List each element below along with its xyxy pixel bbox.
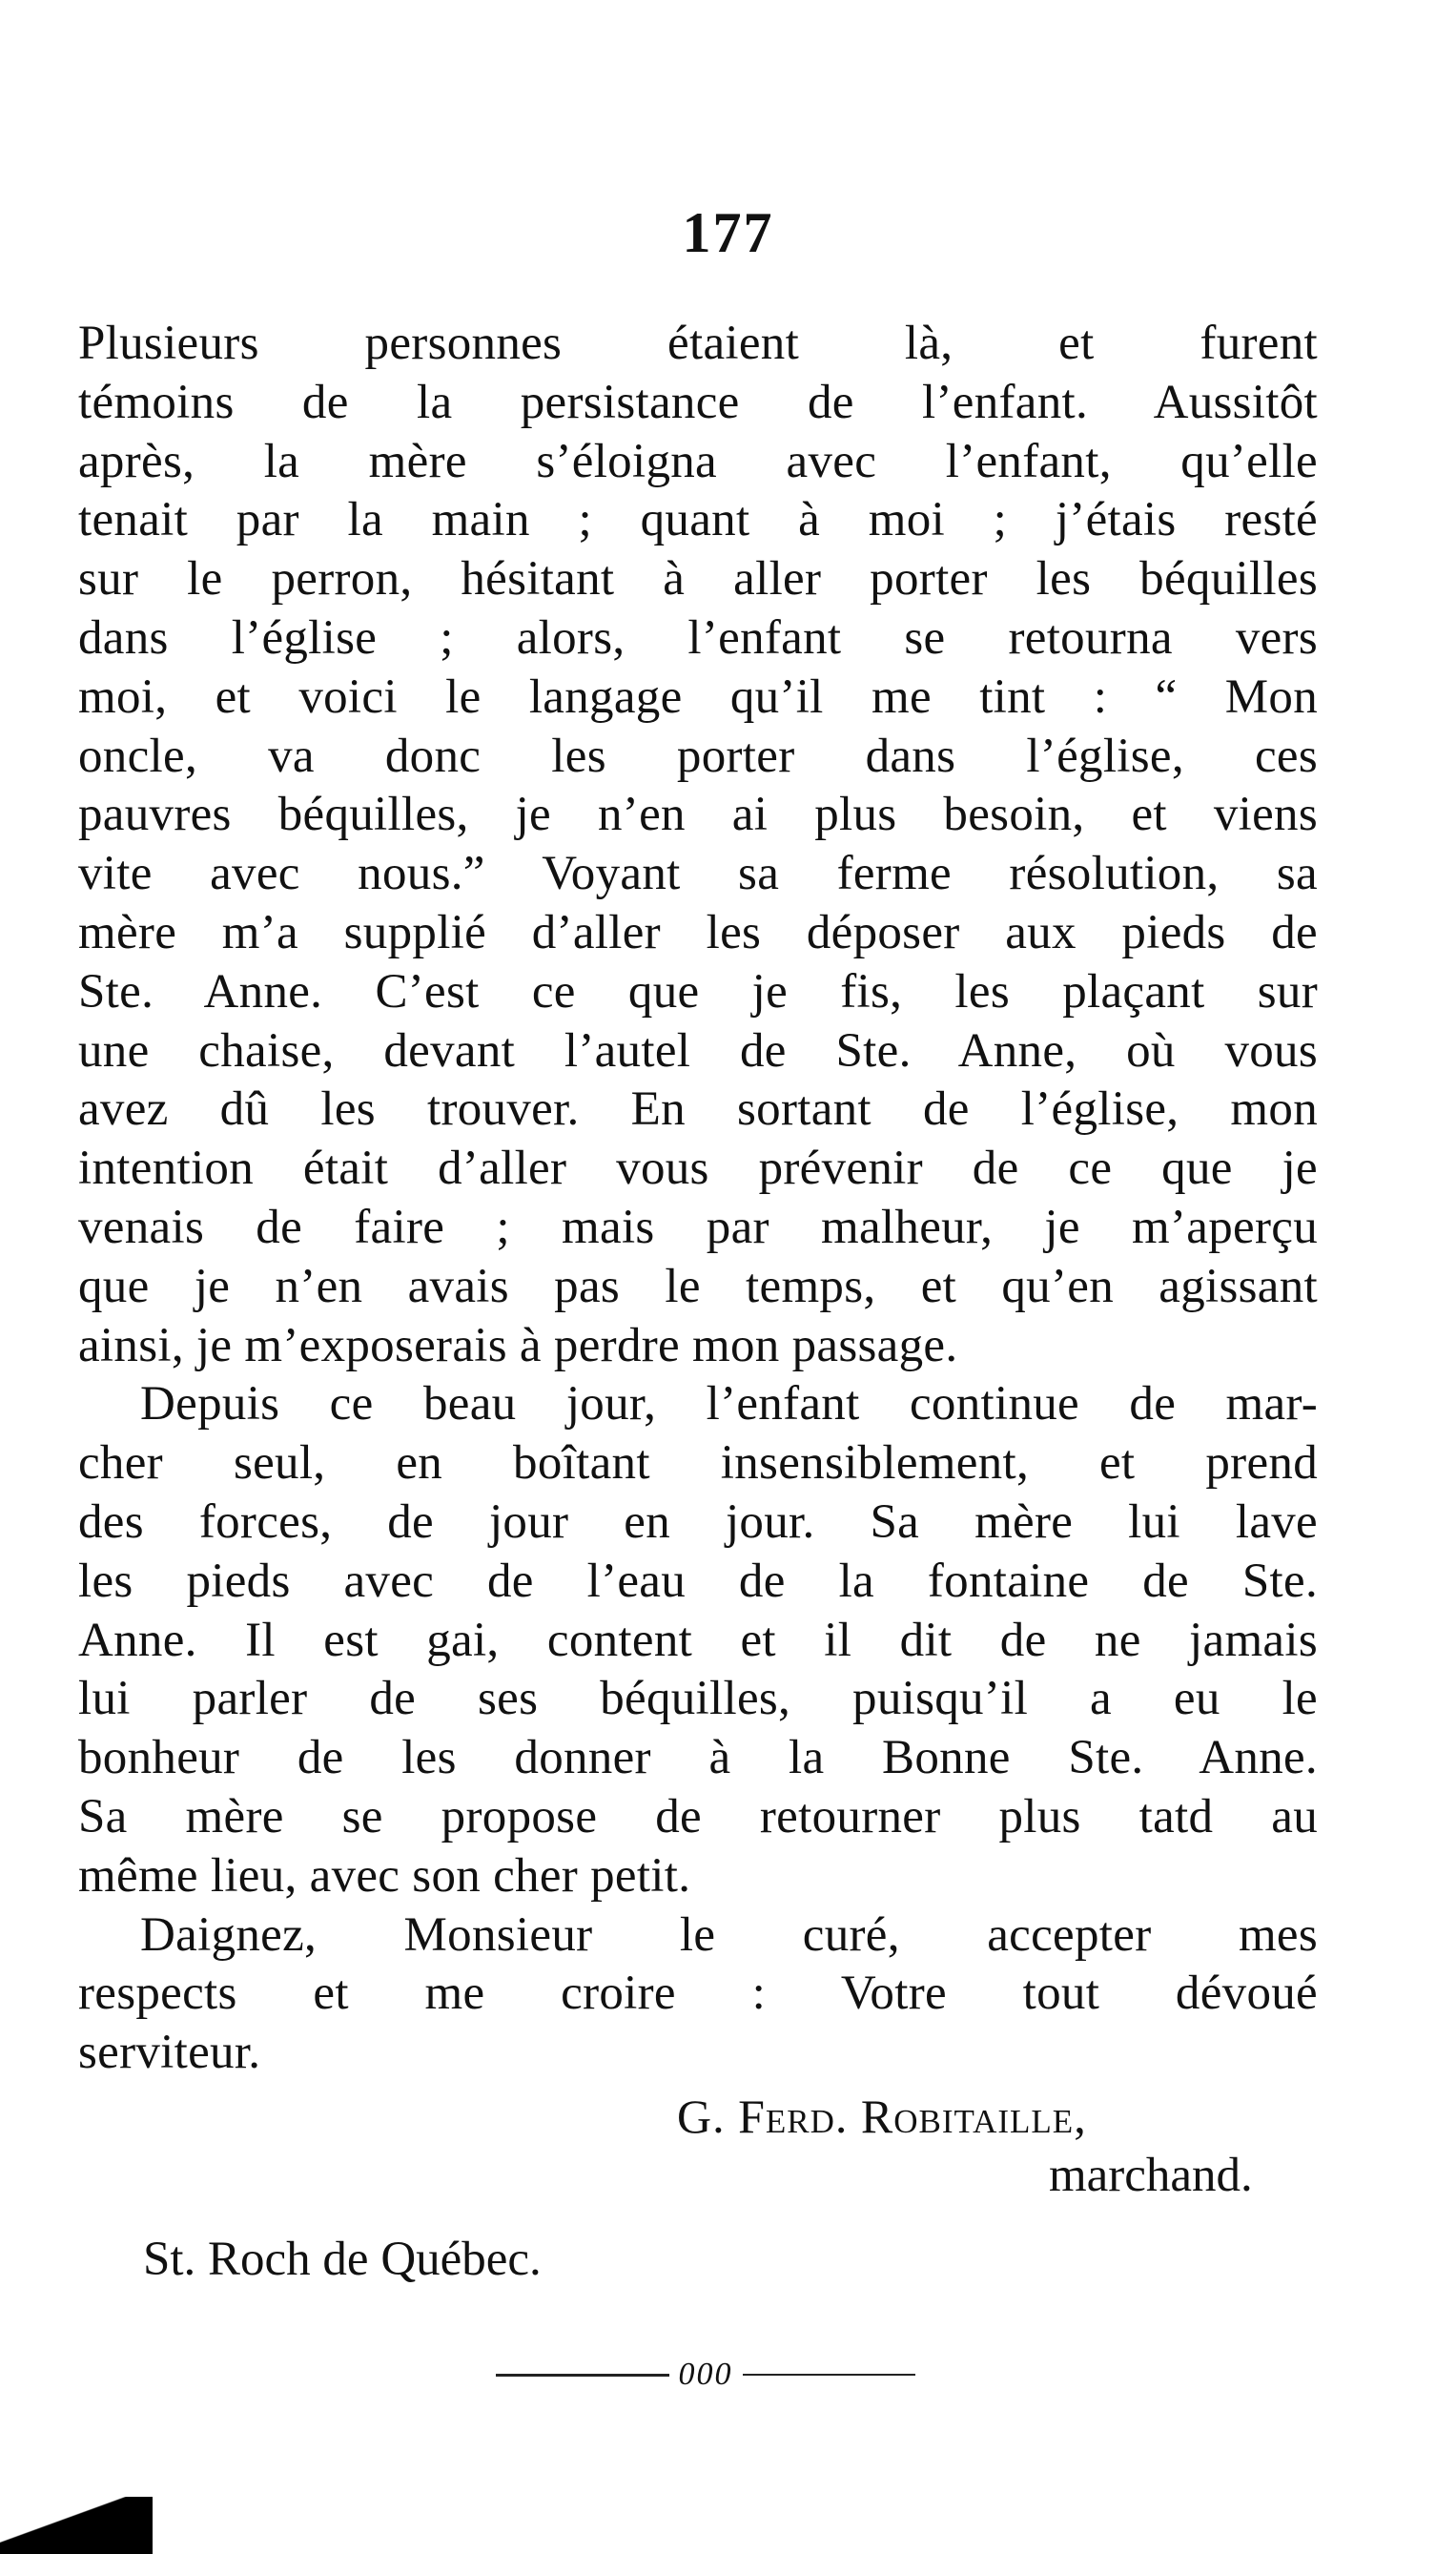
letter-body (78, 315, 1318, 2083)
text-line: Plusieurs personnes étaient là, et furent (78, 317, 1318, 370)
text-line: venais de faire ; mais par malheur, je m’aperçu (78, 1200, 1318, 1254)
text-line: intention était d’aller vous prévenir de ce que je (78, 1142, 1318, 1196)
text-line: serviteur. (78, 2026, 261, 2080)
text-line: oncle, va donc les porter dans l’église, ces (78, 729, 1318, 783)
text-line: des forces, de jour en jour. Sa mère lui lave (78, 1494, 1318, 1549)
text-line: les pieds avec de l’eau de la fontaine de Ste. (78, 1554, 1318, 1608)
text-line: bonheur de les donner à la Bonne Ste. Anne. (78, 1731, 1318, 1785)
signature-initial: G. (677, 2090, 726, 2143)
text-line: vite avec nous.” Voyant sa ferme résolution, sa (78, 847, 1318, 901)
text-line: tenait par la main ; quant à moi ; j’étais resté (78, 493, 1318, 547)
text-line: pauvres béquilles, je n’en ai plus besoin, et viens (78, 788, 1318, 842)
text-line: témoins de la persistance de l’enfant. Aussitôt (78, 375, 1318, 429)
text-line: une chaise, devant l’autel de Ste. Anne, où vous (78, 1023, 1318, 1078)
signature-name (677, 2089, 1087, 2144)
text-line: après, la mère s’éloigna avec l’enfant, qu’elle (78, 434, 1318, 488)
text-line: Daignez, Monsieur le curé, accepter mes (140, 1907, 1318, 1962)
text-line: avez dû les trouver. En sortant de l’église, mon (78, 1082, 1318, 1137)
text-line: sur le perron, hésitant à aller porter les béquilles (78, 552, 1318, 607)
paragraph-3 (78, 1906, 1318, 2083)
text-line: Depuis ce beau jour, l’enfant continue de mar- (140, 1377, 1318, 1431)
scan-edge-shadow (0, 2497, 153, 2554)
text-line: même lieu, avec son cher petit. (78, 1848, 691, 1903)
text-line: lui parler de ses béquilles, puisqu’il a eu le (78, 1672, 1318, 1726)
end-ornament (496, 2356, 915, 2394)
place-line: St. Roch de Québec. (143, 2233, 542, 2286)
text-line: Ste. Anne. C’est ce que je fis, les plaçant sur (78, 964, 1318, 1019)
text-line: respects et me croire : Votre tout dévoué (78, 1967, 1318, 2021)
signature-surname: Ferd. Robitaille, (738, 2090, 1087, 2143)
text-line: cher seul, en boîtant insensiblement, et prend (78, 1436, 1318, 1491)
paragraph-1 (78, 315, 1318, 1375)
text-line: ainsi, je m’exposerais à perdre mon passage. (78, 1318, 958, 1372)
ornament-mark: 000 (678, 2357, 733, 2392)
page-number: 177 (682, 201, 774, 264)
text-line: Anne. Il est gai, content et il dit de ne jamais (78, 1613, 1318, 1667)
ornament-rule-left (496, 2374, 669, 2377)
text-line: que je n’en avais pas le temps, et qu’en agissant (78, 1259, 1318, 1313)
text-line: Sa mère se propose de retourner plus tatd au (78, 1789, 1318, 1843)
text-line: dans l’église ; alors, l’enfant se retourna vers (78, 610, 1318, 665)
signature-title: marchand. (1049, 2149, 1253, 2202)
paragraph-2 (78, 1375, 1318, 1905)
text-line: mère m’a supplié d’aller les déposer aux pieds de (78, 905, 1318, 959)
text-line: moi, et voici le langage qu’il me tint : “ Mon (78, 669, 1318, 724)
ornament-rule-right (743, 2374, 916, 2376)
